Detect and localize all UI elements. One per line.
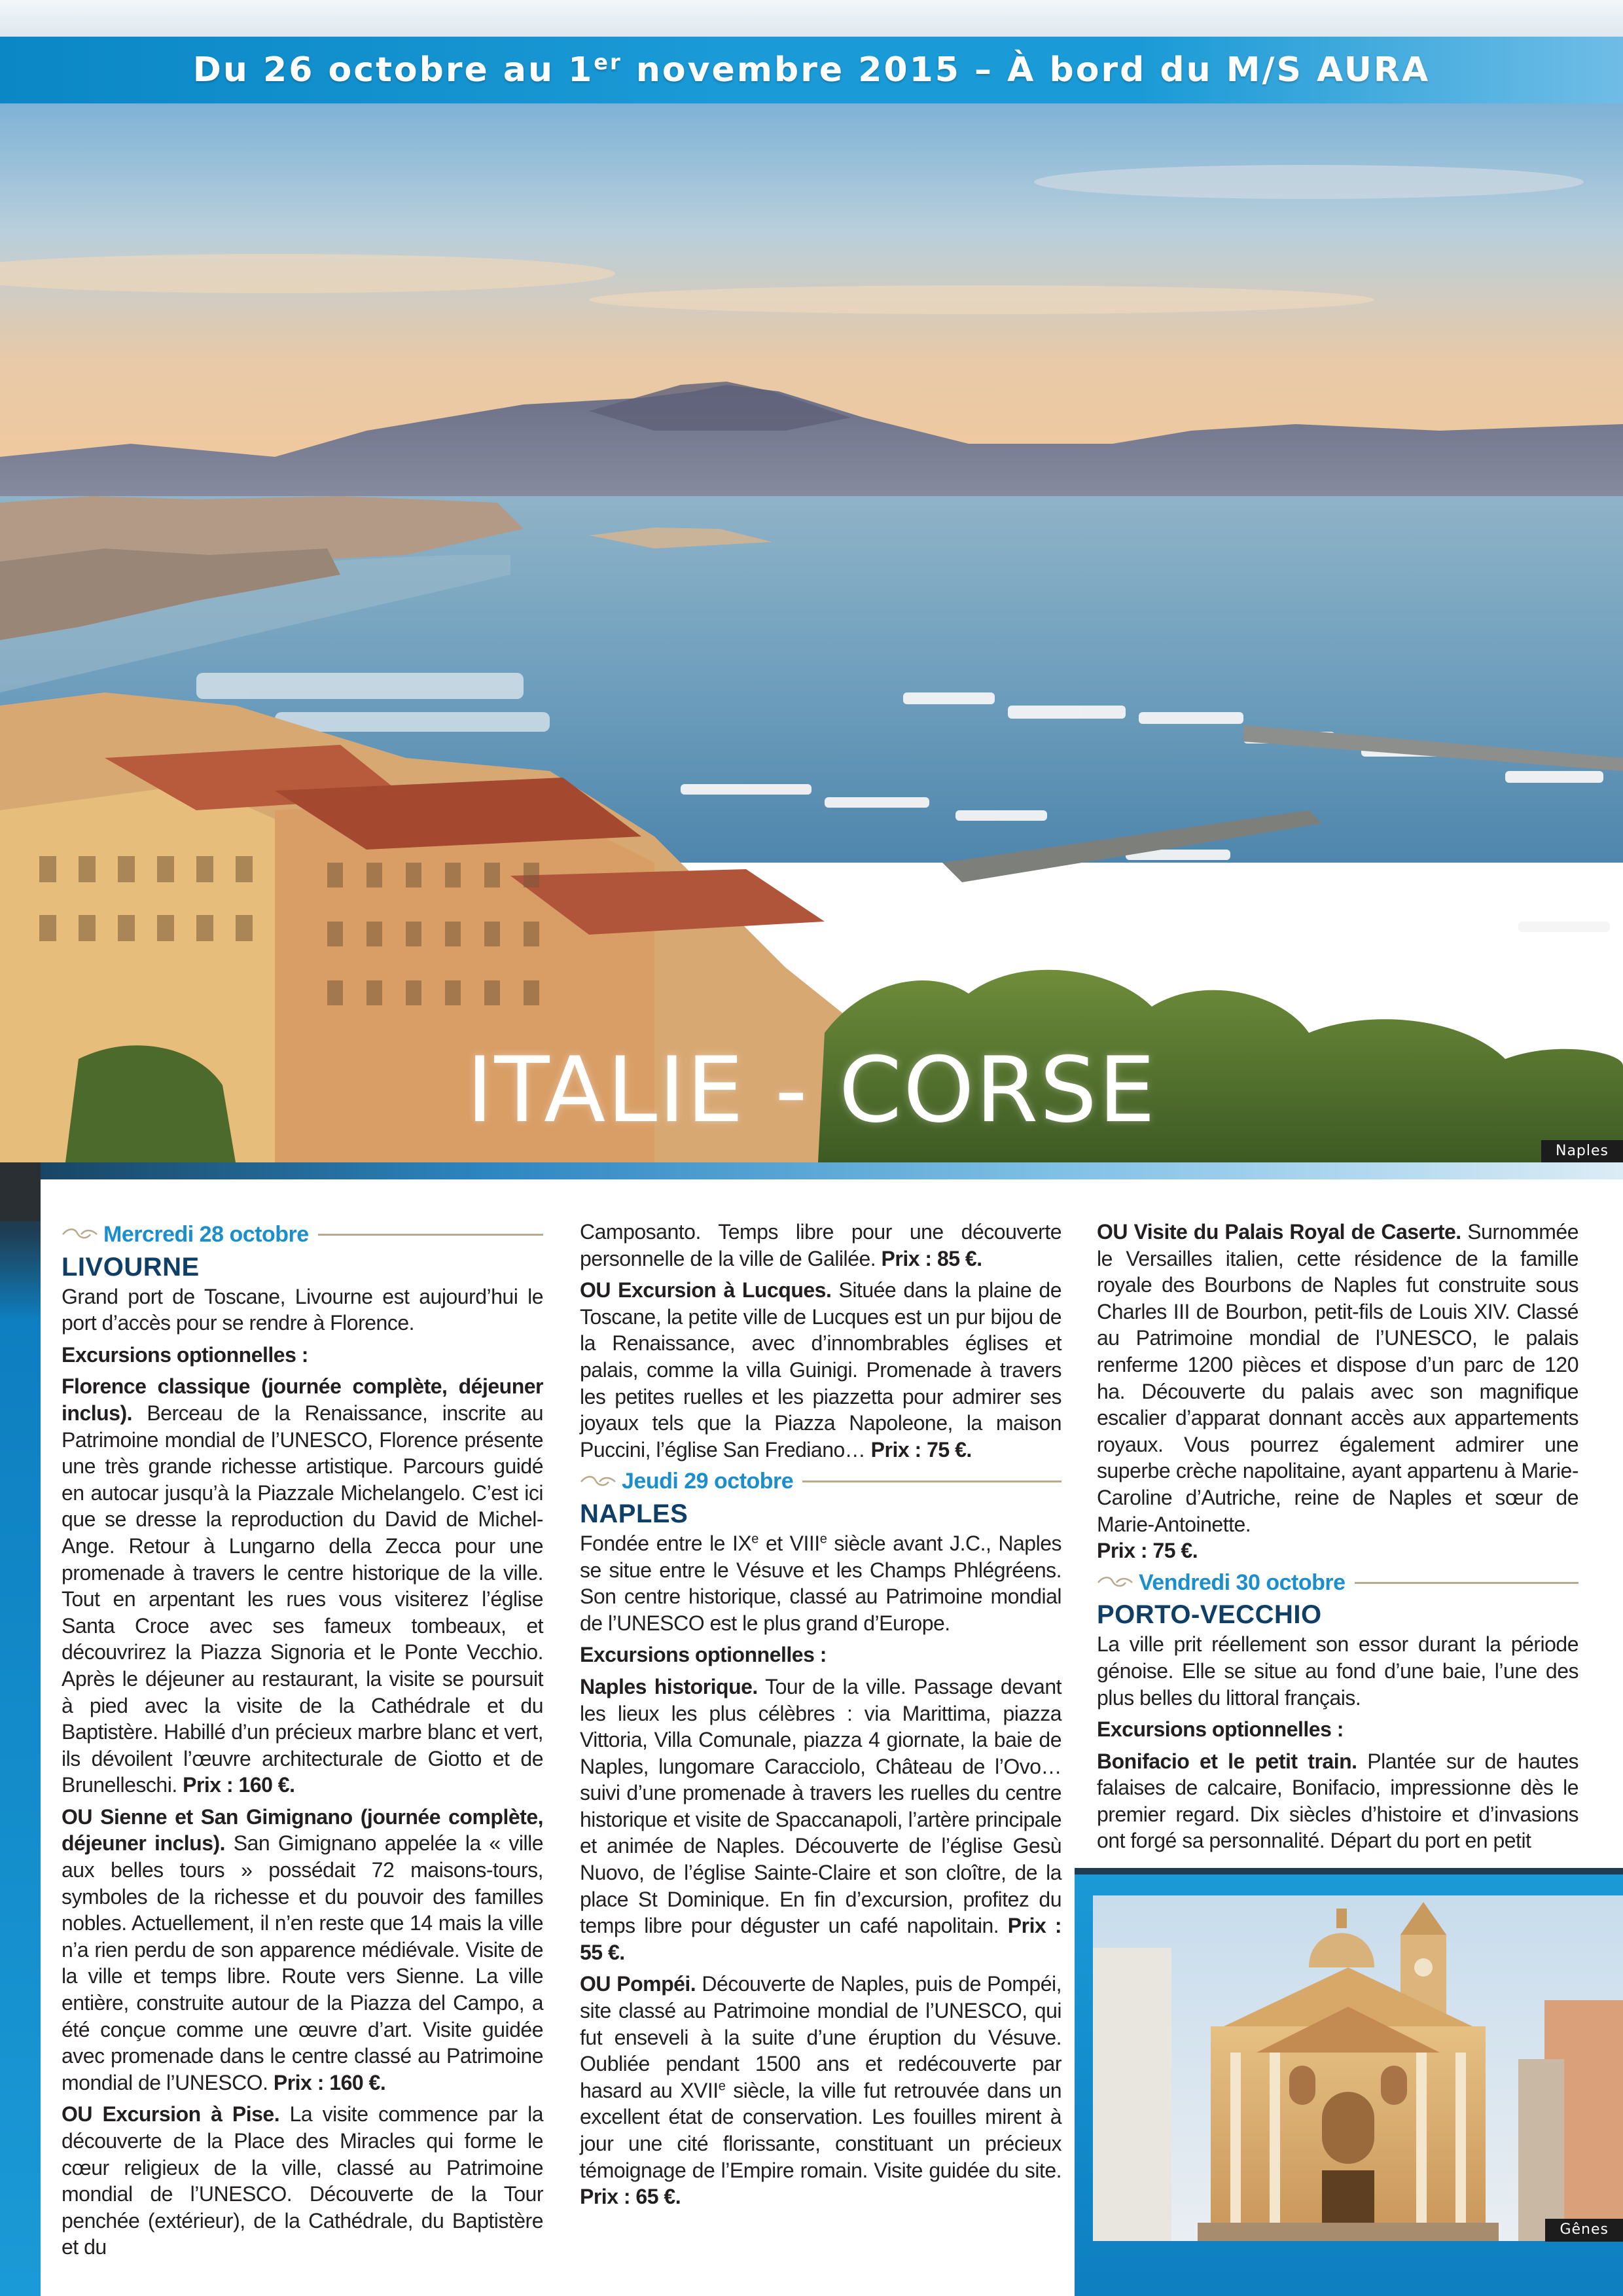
city-intro: La ville prit réellement son essor durant la période génoise. Elle se situe au fond d’une baie, l’une des plus belles du littoral français.	[1097, 1632, 1578, 1710]
photo-caption-genes: Gênes	[1545, 2219, 1623, 2242]
genes-church-illustration	[1093, 1895, 1623, 2241]
left-decor-strip-top	[0, 1162, 41, 1221]
excursion-title: OU Pompéi.	[580, 1972, 696, 1996]
day-heading-wednesday	[62, 1221, 543, 1248]
excursion-text: Découverte de Naples, puis de Pompéi, site classé au Patrimoine mondial de l’UNESCO, qui fut enseveli à la suite d’une éruption du Vésuve. Oubliée pendant 1500 ans et redécouverte par hasard au XVII	[580, 1972, 1062, 2102]
dates-suffix: novembre 2015 – À bord du M/S AURA	[622, 50, 1431, 90]
day-rule	[1355, 1582, 1579, 1584]
excursion-text: Plantée sur de hautes falaises de calcaire, Bonifacio, impressionne dès le premier regard. Dix siècles d’histoire et d’invasions ont forgé sa personnalité. Départ du port en petit	[1097, 1749, 1579, 1853]
excursion-text: La visite commence par la découverte de la Place des Miracles qui forme le cœur religieux de la ville, classé au Patrimoine mondial de l’UNESCO. Découverte de la Tour penchée (extérieur), de la Cathédrale, du Baptistère et du	[62, 2102, 544, 2259]
excursion-price: Prix : 160 €.	[273, 2070, 386, 2094]
excursion-text: Berceau de la Renaissance, inscrite au Patrimoine mondial de l’UNESCO, Florence présente une très grande richesse artistique. Parcours guidé en autocar jusqu’à la Piazzale Michelangelo. C’est ici que se dresse la reproduction du David de Michel-Ange. Retour à Lungarno della Zecca pour une promenade à travers le centre historique de la ville. Tout en arpentant les rues vous visiterez l’église Santa Croce avec ses fameux tombeaux, et découvrirez la Piazza Signoria et le Ponte Vecchio. Après le déjeuner au restaurant, la visite se poursuit à pied avec la visite de la Cathédrale et du Baptistère. Habillé d’un précieux marbre blanc et vert, ils dévoilent l’œuvre architecturale de Giotto et de Brunelleschi.	[62, 1401, 543, 1797]
excursion-pompei	[580, 1971, 1061, 2210]
excursion-bonifacio	[1097, 1748, 1578, 1854]
day-label: Jeudi 29 octobre	[622, 1469, 794, 1494]
photo-caption-naples: Naples	[1541, 1140, 1623, 1163]
city-name-livourne: LIVOURNE	[62, 1252, 200, 1282]
day-label: Vendredi 30 octobre	[1139, 1570, 1346, 1595]
excursions-label: Excursions optionnelles :	[580, 1643, 827, 1667]
day-rule	[802, 1480, 1061, 1482]
excursion-title: OU Excursion à Pise.	[62, 2102, 280, 2126]
excursion-pise-continued	[580, 1219, 1061, 1272]
city-intro: Grand port de Toscane, Livourne est aujourd’hui le port d’accès pour se rendre à Florence.	[62, 1284, 543, 1335]
date-banner	[0, 37, 1623, 103]
excursion-text: San Gimignano appelée la « ville aux belles tours » possédait 72 maisons-tours, symboles de la richesse et du pouvoir des familles nobles. Actuellement, il n’en reste que 14 mais la ville n’a rien perdu de son apparence médiévale. Visite de la ville et temps libre. Route vers Sienne. La ville entière, construite autour de la Piazza del Campo, a été conçue comme une œuvre d’art. Visite guidée avec promenade dans le centre classé au Patrimoine mondial de l’UNESCO.	[62, 1831, 543, 2094]
excursion-title: OU Sienne et San Gimignano (journée complète, déjeuner inclus).	[62, 1804, 543, 1856]
excursions-label: Excursions optionnelles :	[62, 1342, 308, 1367]
photo-frame-top	[1075, 1868, 1623, 1874]
excursion-price: Prix : 85 €.	[881, 1246, 982, 1270]
day-label: Mercredi 28 octobre	[103, 1222, 309, 1247]
excursion-text: Tour de la ville. Passage devant les lieux les plus célèbres : via Marittima, piazza Vittoria, Villa Comunale, piazza 4 giornate, la baie de Naples, lungomare Caracciolo, Château de l’Ovo… suivi d’une promenade à travers les ruelles du centre historique et visite de Spaccanapoli, l’artère principale et animée de Naples. Découverte de l’église Gesù Nuovo, de l’église Sainte-Claire et son cloître, de la place St Dominique. En fin d’excursion, profitez du temps libre pour déguster un café napolitain.	[580, 1674, 1062, 1938]
excursion-title: OU Visite du Palais Royal de Caserte.	[1097, 1220, 1461, 1244]
excursion-sup: e	[718, 2079, 726, 2094]
flourish-icon	[1097, 1575, 1133, 1590]
excursion-pise	[62, 2101, 543, 2261]
excursion-text: Surnommée le Versailles italien, cette résidence de la famille royale des Bourbons de Naples fut construite sous Charles III de Bourbon, petit-fils de Louis XIV. Classé au Patrimoine mondial de l’UNESCO, le palais renferme 1200 pièces et dispose d’un parc de 120 ha. Découverte du palais avec son magnifique escalier d’apparat donnant accès aux appartements royaux. Vous pourrez également admirer une superbe crèche napolitaine, ayant appartenu à Marie-Caroline d’Autriche, reine de Naples et sœur de Marie-Antoinette.	[1097, 1220, 1579, 1536]
excursion-price: Prix : 55 €.	[580, 1914, 1062, 1964]
text-column-1	[62, 1219, 543, 2266]
excursion-text: Située dans la plaine de Toscane, la petite ville de Lucques est un pur bijou de la Renaissance, avec d’innombrables églises et palais, comme la villa Guinigi. Promenade à travers les petites ruelles et les piazzetta pour admirer ses joyaux tels que la Piazza Napoleone, la maison Puccini, l’église San Frediano…	[580, 1278, 1062, 1462]
intro-part: siècle avant J.C., Naples se situe entre le Vésuve et les Champs Phlégréens. Son centre historique, classé au Patrimoine mondial de l’UNESCO est le plus grand d’Europe.	[580, 1531, 1062, 1635]
city-name-naples: NAPLES	[580, 1499, 688, 1528]
flourish-icon	[580, 1474, 616, 1490]
text-column-3	[1097, 1219, 1578, 1859]
excursion-florence	[62, 1373, 543, 1799]
date-banner-text	[193, 50, 1430, 90]
excursion-naples	[580, 1674, 1061, 1966]
dates-sup: er	[594, 50, 622, 75]
dates-prefix: Du 26 octobre au 1	[192, 50, 594, 90]
excursion-price: Prix : 65 €.	[580, 2185, 681, 2209]
photo-genes-church	[1093, 1895, 1623, 2241]
text-column-2	[580, 1219, 1061, 2215]
intro-part: et VIII	[758, 1531, 820, 1555]
excursion-price: Prix : 75 €.	[1097, 1539, 1198, 1563]
excursion-caserte	[1097, 1219, 1578, 1564]
excursion-price: Prix : 75 €.	[870, 1437, 972, 1462]
naples-bay-illustration	[0, 103, 1623, 1162]
top-decor-band	[0, 0, 1623, 37]
destination-title: ITALIE - CORSE	[466, 1037, 1157, 1143]
day-rule	[318, 1234, 543, 1236]
excursions-label: Excursions optionnelles :	[1097, 1717, 1344, 1742]
day-heading-thursday	[580, 1468, 1061, 1495]
city-name-porto-vecchio: PORTO-VECCHIO	[1097, 1600, 1322, 1630]
excursion-title: OU Excursion à Lucques.	[580, 1278, 832, 1302]
excursion-title: Bonifacio et le petit train.	[1097, 1749, 1357, 1773]
excursion-lucques	[580, 1277, 1061, 1463]
excursion-title: Florence classique (journée complète, déjeuner inclus).	[62, 1374, 543, 1425]
excursion-text: siècle, la ville fut retrouvée dans un excellent état de conservation. Les fouilles mirent à jour une cité florissante, constituant un précieux témoignage de l’Empire romain. Visite guidée du site.	[580, 2078, 1062, 2182]
intro-part: Fondée entre le IX	[580, 1531, 752, 1555]
intro-sup: e	[751, 1532, 758, 1547]
city-intro	[580, 1530, 1061, 1636]
day-heading-friday	[1097, 1570, 1578, 1596]
left-decor-strip	[0, 1162, 41, 2296]
intro-sup: e	[819, 1532, 827, 1547]
excursion-text: Camposanto. Temps libre pour une découverte personnelle de la ville de Galilée.	[580, 1220, 1061, 1270]
flourish-icon	[62, 1227, 98, 1242]
excursion-title: Naples historique.	[580, 1674, 758, 1698]
excursion-price: Prix : 160 €.	[183, 1773, 295, 1797]
excursion-sienne	[62, 1804, 543, 2096]
hero-photo-naples	[0, 103, 1623, 1162]
section-divider-band	[0, 1162, 1623, 1179]
